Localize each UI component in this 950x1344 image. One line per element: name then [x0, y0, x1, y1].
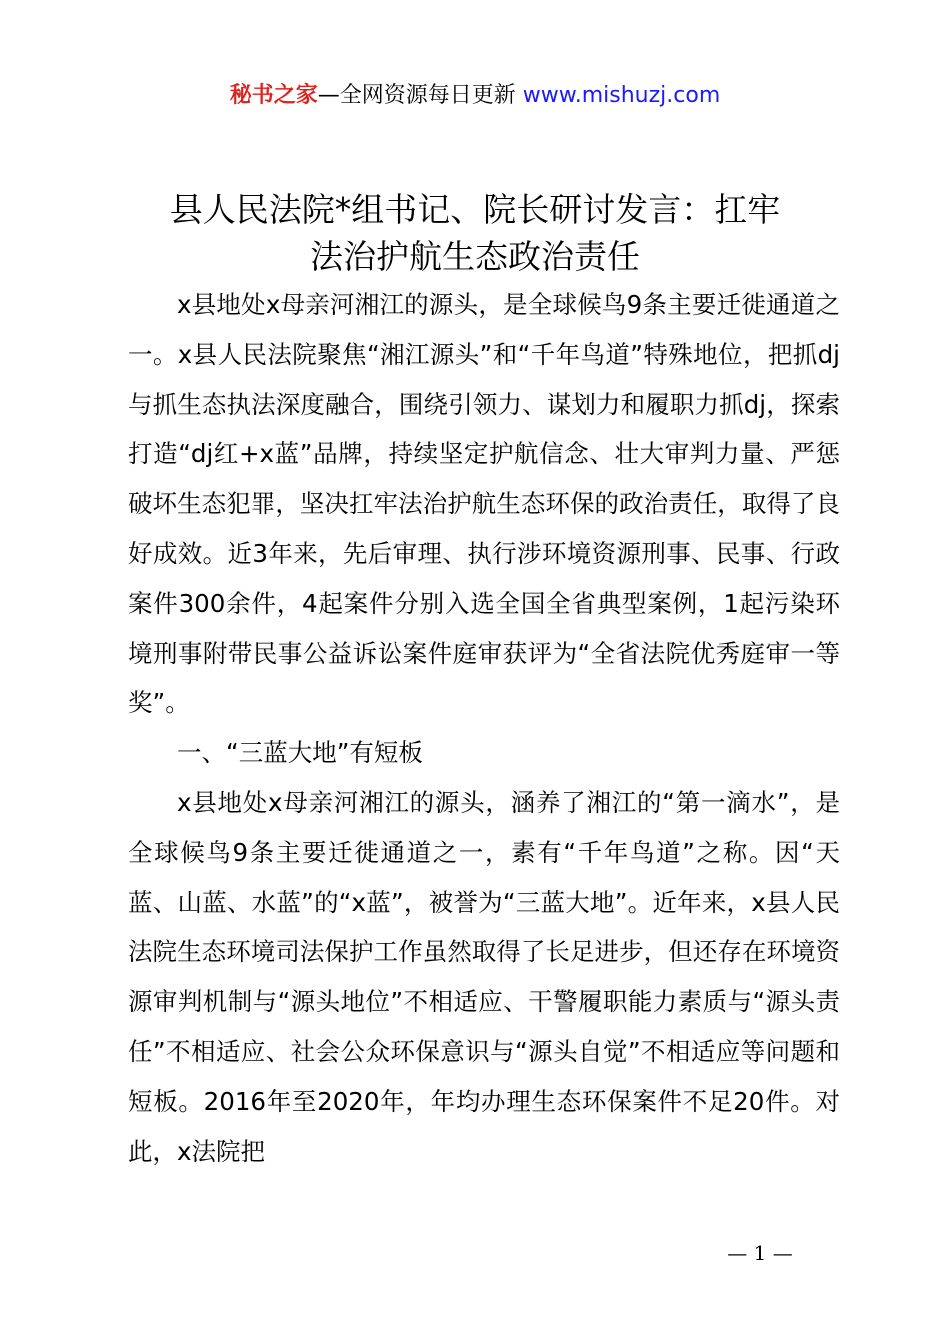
- site-tagline: —全网资源每日更新: [317, 83, 516, 108]
- document-title: [100, 186, 850, 280]
- section-paragraph: x县地处x母亲河湘江的源头，涵养了湘江的“第一滴水”，是全球候鸟9条主要迁徙通道之一，素有“千年鸟道”之称。因“天蓝、山蓝、水蓝”的“x蓝”，被誉为“三蓝大地”。近年来，x县人民法院生态环境司法保护工作虽然取得了长足进步，但还存在环境资源审判机制与“源头地位”不相适应、干警履职能力素质与“源头责任”不相适应、社会公众环保意识与“源头自觉”不相适应等问题和短板。2016年至2020年，年均办理生态环保案件不足20件。对此，x法院把: [128, 787, 840, 1166]
- intro-paragraph: x县地处x母亲河湘江的源头，是全球候鸟9条主要迁徙通道之一。x县人民法院聚焦“湘江源头”和“千年鸟道”特殊地位，把抓dj与抓生态执法深度融合，围绕引领力、谋划力和履职力抓dj，探索打造“dj红+x蓝”品牌，持续坚定护航信念、壮大审判力量、严惩破坏生态犯罪，坚决扛牢法治护航生态环保的政治责任，取得了良好成效。近3年来，先后审理、执行涉环境资源刑事、民事、行政案件300余件，4起案件分别入选全国全省典型案例，1起污染环境刑事附带民事公益诉讼案件庭审获评为“全省法院优秀庭审一等奖”。: [128, 290, 840, 718]
- section-heading: 一、“三蓝大地”有短板: [177, 738, 423, 768]
- site-banner: [0, 80, 950, 112]
- document-title-line-2: 法治护航生态政治责任: [310, 237, 640, 276]
- document-body: [128, 280, 840, 1176]
- page-number: — 1 —: [727, 1241, 793, 1265]
- site-brand: 秘书之家: [229, 83, 318, 108]
- document-title-line-1: 县人民法院*组书记、院长研讨发言：扛牢: [169, 190, 781, 229]
- site-url-link[interactable]: www.mishuzj.com: [522, 83, 721, 108]
